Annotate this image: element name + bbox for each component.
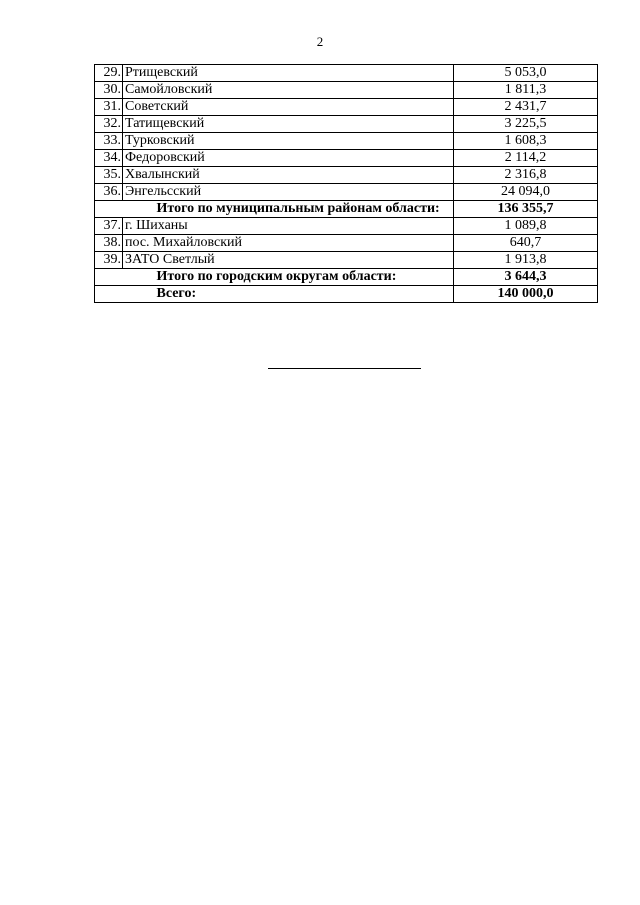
row-number: 39. (95, 252, 123, 269)
row-number: 36. (95, 184, 123, 201)
amount-value: 1 608,3 (454, 133, 598, 150)
table-row (95, 99, 598, 116)
subtotal-urban-row (95, 269, 598, 286)
row-number: 37. (95, 218, 123, 235)
row-number: 34. (95, 150, 123, 167)
subtotal-urban-label: Итого по городским округам области: (123, 269, 454, 286)
amount-value: 2 114,2 (454, 150, 598, 167)
grand-total-label: Всего: (123, 286, 454, 303)
table-row (95, 184, 598, 201)
table-row (95, 252, 598, 269)
empty-cell (95, 269, 123, 286)
row-number: 33. (95, 133, 123, 150)
grand-total-row (95, 286, 598, 303)
subtotal-districts-label: Итого по муниципальным районам области: (123, 201, 454, 218)
amount-value: 1 811,3 (454, 82, 598, 99)
district-name: Ртищевский (123, 65, 454, 82)
table-row (95, 167, 598, 184)
amount-value: 2 316,8 (454, 167, 598, 184)
table-row (95, 218, 598, 235)
subtotal-districts-row (95, 201, 598, 218)
district-name: Федоровский (123, 150, 454, 167)
row-number: 30. (95, 82, 123, 99)
district-name: Татищевский (123, 116, 454, 133)
table-row (95, 82, 598, 99)
amount-value: 5 053,0 (454, 65, 598, 82)
amount-value: 640,7 (454, 235, 598, 252)
district-name: г. Шиханы (123, 218, 454, 235)
table-row (95, 235, 598, 252)
page-number: 2 (316, 34, 324, 49)
row-number: 29. (95, 65, 123, 82)
amount-value: 1 913,8 (454, 252, 598, 269)
district-name: Хвалынский (123, 167, 454, 184)
table-row (95, 65, 598, 82)
district-name: Турковский (123, 133, 454, 150)
district-name: Самойловский (123, 82, 454, 99)
empty-cell (95, 201, 123, 218)
table-row (95, 116, 598, 133)
amount-value: 1 089,8 (454, 218, 598, 235)
table-row (95, 133, 598, 150)
row-number: 31. (95, 99, 123, 116)
amount-value: 2 431,7 (454, 99, 598, 116)
amount-value: 24 094,0 (454, 184, 598, 201)
empty-cell (95, 286, 123, 303)
closing-separator-line (268, 368, 421, 369)
district-name: ЗАТО Светлый (123, 252, 454, 269)
district-name: Энгельсский (123, 184, 454, 201)
grand-total-value: 140 000,0 (454, 286, 598, 303)
district-name: пос. Михайловский (123, 235, 454, 252)
row-number: 38. (95, 235, 123, 252)
district-name: Советский (123, 99, 454, 116)
table-row (95, 150, 598, 167)
amount-value: 3 225,5 (454, 116, 598, 133)
distribution-table (94, 64, 598, 303)
subtotal-urban-value: 3 644,3 (454, 269, 598, 286)
subtotal-districts-value: 136 355,7 (454, 201, 598, 218)
row-number: 32. (95, 116, 123, 133)
row-number: 35. (95, 167, 123, 184)
